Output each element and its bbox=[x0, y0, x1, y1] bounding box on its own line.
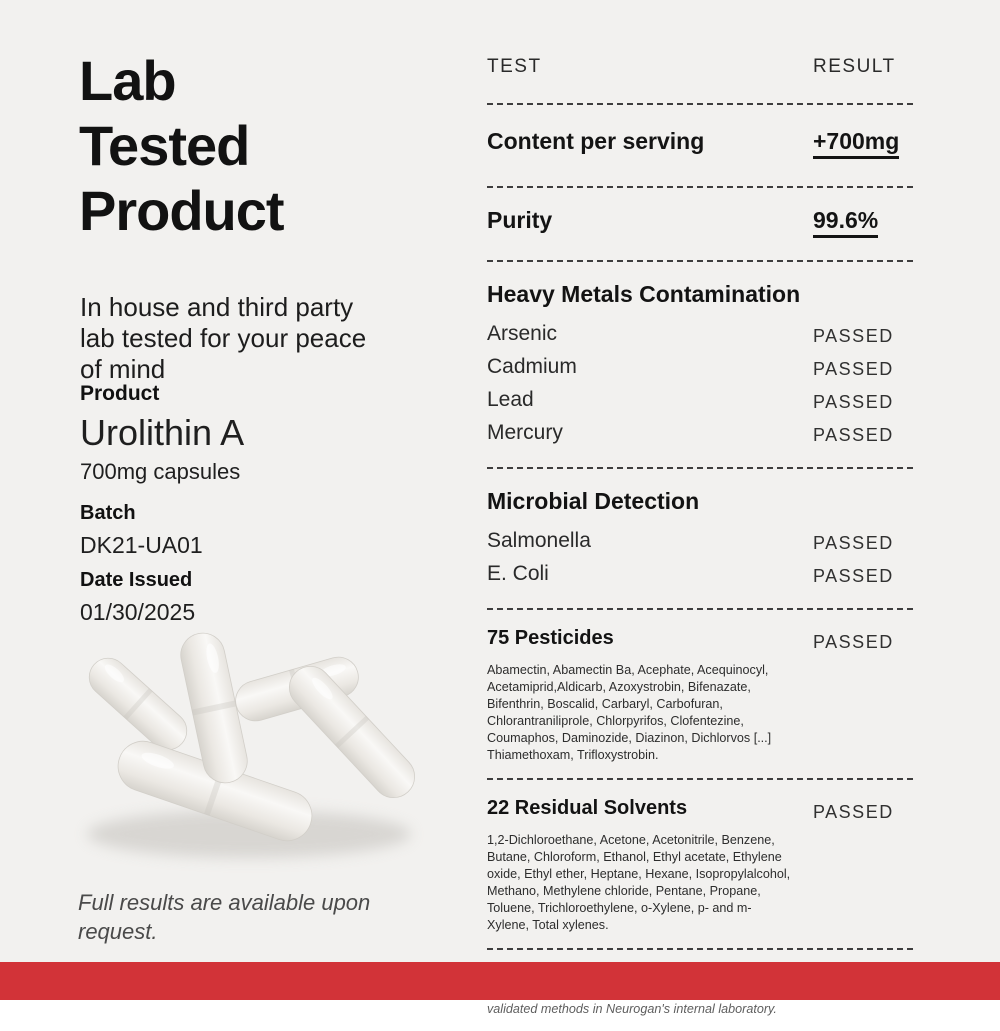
table-row bbox=[487, 318, 917, 351]
certificate-footnote: validated methods in Neurogan's internal laboratory. bbox=[487, 1002, 777, 1016]
result-column-header: RESULT bbox=[813, 56, 896, 77]
product-label: Product bbox=[80, 382, 160, 405]
test-result: +700mg bbox=[813, 128, 899, 159]
table-row bbox=[487, 558, 917, 591]
capsules-image bbox=[64, 616, 444, 871]
table-row bbox=[487, 105, 917, 186]
test-details: Abamectin, Abamectin Ba, Acephate, Acequinocyl, Acetamiprid,Aldicarb, Azoxystrobin, Bifenazate, Bifenthrin, Boscalid, Carbaryl, Carbofuran, Chlorantraniliprole, Chlorpyrifos, Clofentezine, Coumaphos, Daminozide, Diazinon, Dichlorvos [...] Thiamethoxam, Trifloxystrobin. bbox=[487, 663, 772, 762]
table-row bbox=[487, 417, 917, 450]
headline-line: Product bbox=[79, 179, 284, 242]
section-heavy-metals bbox=[487, 262, 917, 467]
table-row bbox=[487, 525, 917, 558]
headline-line: Tested bbox=[79, 114, 250, 177]
test-name: Mercury bbox=[487, 421, 563, 444]
left-panel bbox=[0, 0, 470, 1000]
section-pesticides bbox=[487, 610, 917, 778]
subtitle: In house and third party lab tested for your peace of mind bbox=[80, 292, 367, 384]
table-row bbox=[487, 351, 917, 384]
status-passed: PASSED bbox=[813, 425, 894, 445]
test-result: 99.6% bbox=[813, 207, 878, 238]
section-solvents bbox=[487, 780, 917, 948]
status-passed: PASSED bbox=[813, 533, 894, 553]
test-name: Salmonella bbox=[487, 529, 591, 552]
status-passed: PASSED bbox=[813, 326, 894, 346]
availability-note: Full results are available upon request. bbox=[78, 890, 371, 944]
status-passed: PASSED bbox=[813, 392, 894, 412]
table-header-row bbox=[487, 56, 917, 103]
test-name: Cadmium bbox=[487, 355, 577, 378]
test-name: 22 Residual Solvents bbox=[487, 797, 688, 819]
red-footer-bar bbox=[0, 962, 1000, 1000]
test-details: 1,2-Dichloroethane, Acetone, Acetonitrile, Benzene, Butane, Chloroform, Ethanol, Ethyl acetate, Ethylene oxide, Ethyl ether, Heptane, Hexane, Isopropylalcohol, Methano, Methylene chloride, Pentane, Propane, Toluene, Trichloroethylene, o-Xylene, p- and m-Xylene, Total xylenes. bbox=[487, 833, 791, 932]
test-name: Content per serving bbox=[487, 128, 705, 154]
batch-label: Batch bbox=[80, 502, 136, 524]
test-name: Arsenic bbox=[487, 322, 558, 345]
headline-line: Lab bbox=[79, 49, 176, 112]
status-passed: PASSED bbox=[813, 632, 894, 652]
batch-value: DK21-UA01 bbox=[80, 532, 203, 558]
section-title: Microbial Detection bbox=[487, 488, 700, 514]
test-name: 75 Pesticides bbox=[487, 627, 614, 649]
status-passed: PASSED bbox=[813, 802, 894, 822]
date-issued-label: Date Issued bbox=[80, 569, 193, 591]
status-passed: PASSED bbox=[813, 359, 894, 379]
divider bbox=[487, 948, 917, 950]
date-issued-value: 01/30/2025 bbox=[80, 599, 196, 625]
section-microbial bbox=[487, 469, 917, 608]
table-row bbox=[487, 188, 917, 260]
table-row bbox=[487, 627, 917, 653]
product-dose: 700mg capsules bbox=[80, 459, 241, 484]
page-title bbox=[79, 48, 284, 243]
table-row bbox=[487, 797, 917, 823]
product-name: Urolithin A bbox=[80, 412, 245, 453]
test-column-header: TEST bbox=[487, 56, 542, 77]
test-name: E. Coli bbox=[487, 562, 549, 585]
section-title: Heavy Metals Contamination bbox=[487, 281, 801, 307]
status-passed: PASSED bbox=[813, 566, 894, 586]
table-row bbox=[487, 384, 917, 417]
test-name: Purity bbox=[487, 207, 553, 233]
test-name: Lead bbox=[487, 388, 534, 411]
results-panel bbox=[487, 56, 917, 1031]
